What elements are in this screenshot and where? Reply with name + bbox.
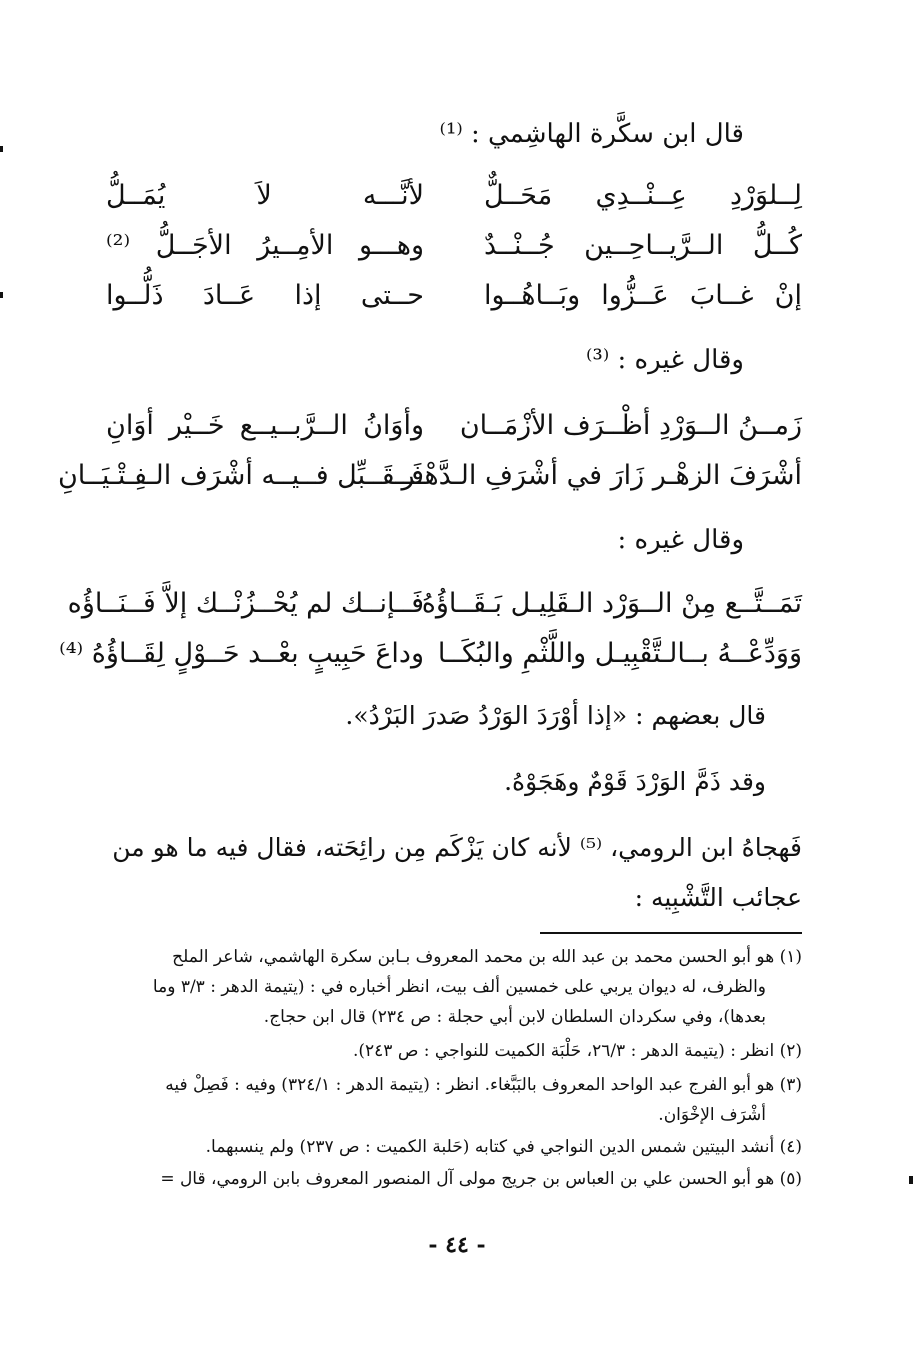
footnote-5: (٥) هو أبو الحسن علي بن العباس بن جريج مولى آل المنصور المعروف بابن الرومي، قال = — [160, 1169, 802, 1189]
footnote-1: (١) هو أبو الحسن محمد بن عبد الله بن محمد المعروف بـابن سكرة الهاشمي، شاعر الملح — [172, 947, 802, 967]
poem-2-verse-2-left: فَــقَــبِّل فــيــه أشْرَف الـفِـتْـيَــانِ — [57, 460, 424, 491]
poem-1-verse-2-left: وهـــو الأمِــيرُ الأجَــلُّ ⁽²⁾ — [106, 230, 424, 261]
paragraph-ibn-rumi: فَهجاهُ ابن الرومي، ⁽⁵⁾ لأنه كان يَزْكَم مِن رائِحَته، فقال فيه ما هو من — [112, 833, 802, 862]
poem-3-intro: وقال غيره : — [617, 525, 744, 555]
poem-3-verse-1-right: تَمَــتَّــع مِنْ الــوَرْد الـقَلِيـل بَـقَــاؤُهُ — [421, 588, 802, 619]
poem-1-verse-2-right: كُــلُّ الــرَّيــاحِــين جُــنْــدٌ — [484, 230, 802, 261]
poem-2-verse-1-left: وأوَانُ الــرَّبــيــع خَــيْر أوَانِ — [106, 410, 424, 441]
poem-2-verse-2-right: أشْرَفَ الزهْـر زَارَ في أشْرَفِ الـدَّهْـر — [401, 460, 802, 491]
footnote-1-line-3: بعدها)، وفي سكردان السلطان لابن أبي حجلة : ص ٢٣٤) قال ابن حجاج. — [263, 1007, 766, 1027]
poem-2-verse-1-right: زَمــنُ الــوَرْدِ أظْــرَف الأزْمَــان — [459, 410, 802, 441]
poem-3-verse-2-right: وَوَدِّعْــهُ بــالـتَّقْبِيـل واللَّثْمِ والبُكَــا — [437, 638, 802, 669]
poem-1-verse-3-right: إنْ غــابَ عَــزُّوا وبَــاهُــوا — [484, 280, 802, 311]
poem-1-verse-3-left: حــتى إذا عَــادَ ذَلُّــوا — [106, 280, 424, 311]
footnote-3: (٣) هو أبو الفرج عبد الواحد المعروف بالبَبَّغاء. انظر : (يتيمة الدهر : ٣٢٤/١) وفيه : فَصِلْ فيه — [165, 1075, 802, 1095]
paragraph-ibn-rumi-cont: عجائب التَّشْبِيه : — [634, 883, 802, 912]
poem-3-verse-1-left: فَــإنــك لم يُحْــزُنْــك إلاَّ فَــنَــاؤُه — [67, 588, 424, 619]
poem-1-verse-1-right: لِــلوَرْدِ عِــنْــدِي مَحَــلٌّ — [484, 180, 802, 211]
footnote-4: (٤) أنشد البيتين شمس الدين النواجي في كتابه (حَلبة الكميت : ص ٢٣٧) ولم ينسبهما. — [205, 1137, 802, 1157]
poem-3-verse-2-left: وداعَ حَبِيبٍ بعْــد حَــوْلٍ لِقَــاؤُهُ ⁽⁴⁾ — [59, 638, 424, 669]
scan-mark — [0, 292, 3, 298]
poem-1-intro: قال ابن سكَّرة الهاشِمي : ⁽¹⁾ — [439, 119, 744, 149]
footnote-3-line-2: أشْرَف الإخْوَان. — [658, 1105, 766, 1125]
footnote-2: (٢) انظر : (يتيمة الدهر : ٢٦/٣، حَلْبَة الكميت للنواجي : ص ٢٤٣). — [352, 1041, 802, 1061]
footnote-1-line-2: والظرف، له ديوان يربي على خمسين ألف بيت، انظر أخباره في : (يتيمة الدهر : ٣/٣ وما — [152, 977, 766, 997]
poem-1-verse-1-left: لأنَّـــه لاَ يُمَــلُّ — [106, 180, 424, 211]
poem-2-intro: وقال غيره : ⁽³⁾ — [586, 345, 744, 375]
scan-mark — [909, 1176, 913, 1184]
paragraph-dispraise: وقد ذَمَّ الوَرْدَ قَوْمٌ وهَجَوْهُ. — [504, 767, 766, 796]
footnote-separator — [540, 932, 802, 934]
scan-mark — [0, 146, 3, 152]
paragraph-saying: قال بعضهم : «إذا أوْرَدَ الوَرْدُ صَدرَ البَرْدُ». — [345, 701, 766, 730]
page-number: - ٤٤ - — [428, 1232, 486, 1258]
